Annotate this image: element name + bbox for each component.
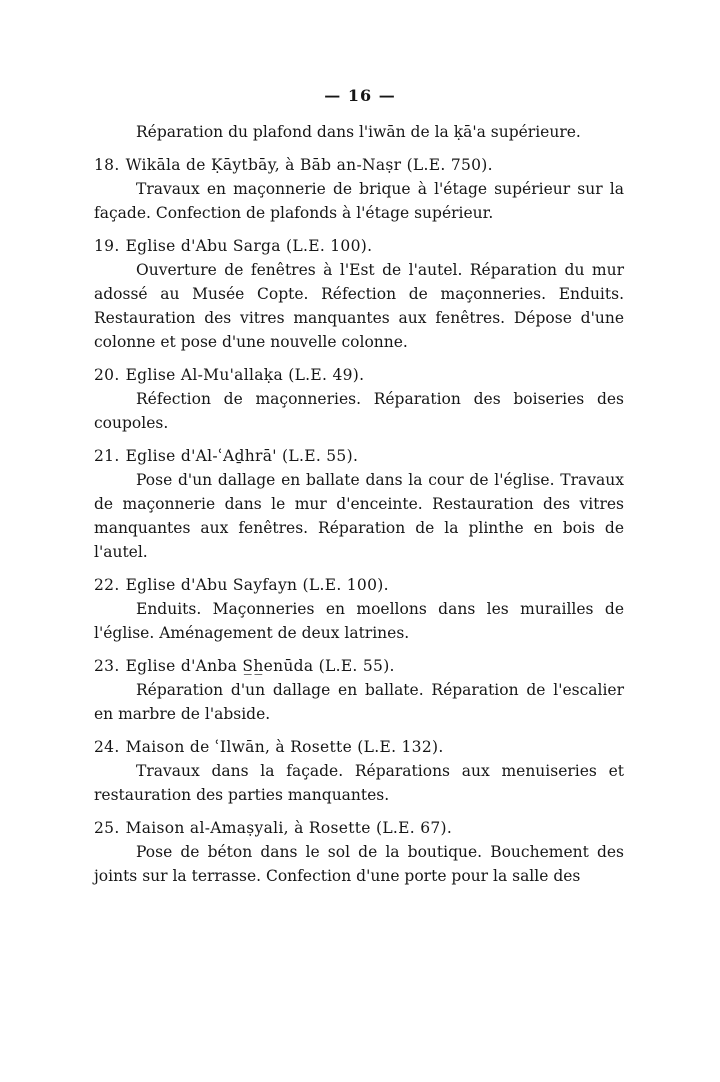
page-body bbox=[94, 120, 624, 888]
entry-title: Eglise d'Al-ʿAḏhrā' (L.E. 55). bbox=[125, 447, 359, 465]
entry-heading bbox=[94, 234, 624, 258]
entry-24 bbox=[94, 735, 624, 807]
entry-title: Eglise Al-Mu'allaḳa (L.E. 49). bbox=[125, 366, 365, 384]
entry-heading bbox=[94, 816, 624, 840]
entry-title: Maison de ʿIlwān, à Rosette (L.E. 132). bbox=[125, 738, 444, 756]
entry-text: Ouverture de fenêtres à l'Est de l'autel. Réparation du mur adossé au Musée Copte. Réfection de maçonneries. Enduits. Restauration des vitres manquantes aux fenêtres. Dépose d'une colonne et pose d'une nouvelle colonne. bbox=[94, 261, 624, 351]
entry-text: Enduits. Maçonneries en moellons dans les murailles de l'église. Aménagement de deux latrines. bbox=[94, 600, 624, 642]
entry-text: Travaux en maçonnerie de brique à l'étage supérieur sur la façade. Confection de plafonds à l'étage supérieur. bbox=[94, 180, 624, 222]
page-number: — 16 — bbox=[324, 86, 396, 105]
entry-heading bbox=[94, 573, 624, 597]
entry-heading bbox=[94, 444, 624, 468]
entry-title: Eglise d'Abu Sayfayn (L.E. 100). bbox=[125, 576, 389, 594]
entry-number: 24. bbox=[94, 738, 120, 756]
intro-paragraph: Réparation du plafond dans l'iwān de la ḳā'a supérieure. bbox=[136, 123, 581, 141]
entry-title: Maison al-Amaṣyali, à Rosette (L.E. 67). bbox=[125, 819, 453, 837]
entry-number: 23. bbox=[94, 657, 120, 675]
entry-number: 25. bbox=[94, 819, 120, 837]
entry-text: Travaux dans la façade. Réparations aux menuiseries et restauration des parties manquantes. bbox=[94, 762, 624, 804]
entry-text: Réfection de maçonneries. Réparation des boiseries des coupoles. bbox=[94, 390, 624, 432]
entry-19 bbox=[94, 234, 624, 354]
entry-25 bbox=[94, 816, 624, 888]
entry-text: Pose de béton dans le sol de la boutique. Bouchement des joints sur la terrasse. Confection d'une porte pour la salle des bbox=[94, 843, 624, 885]
entry-title: Wikāla de Ḳāytbāy, à Bāb an-Naṣr (L.E. 750). bbox=[125, 156, 493, 174]
entry-heading bbox=[94, 735, 624, 759]
entry-21 bbox=[94, 444, 624, 564]
entry-22 bbox=[94, 573, 624, 645]
entry-text: Réparation d'un dallage en ballate. Réparation de l'escalier en marbre de l'abside. bbox=[94, 681, 624, 723]
entry-title: Eglise d'Anba S̲h̲enūda (L.E. 55). bbox=[125, 657, 395, 675]
entry-number: 18. bbox=[94, 156, 120, 174]
entry-23 bbox=[94, 654, 624, 726]
entry-heading bbox=[94, 153, 624, 177]
entry-number: 19. bbox=[94, 237, 120, 255]
entry-heading bbox=[94, 654, 624, 678]
entry-18 bbox=[94, 153, 624, 225]
entry-text: Pose d'un dallage en ballate dans la cour de l'église. Travaux de maçonnerie dans le mur d'enceinte. Restauration des vitres manquantes aux fenêtres. Réparation de la plinthe en bois de l'autel. bbox=[94, 471, 624, 561]
entry-title: Eglise d'Abu Sarga (L.E. 100). bbox=[125, 237, 373, 255]
entry-number: 22. bbox=[94, 576, 120, 594]
entry-heading bbox=[94, 363, 624, 387]
entry-number: 21. bbox=[94, 447, 120, 465]
entry-number: 20. bbox=[94, 366, 120, 384]
entry-20 bbox=[94, 363, 624, 435]
